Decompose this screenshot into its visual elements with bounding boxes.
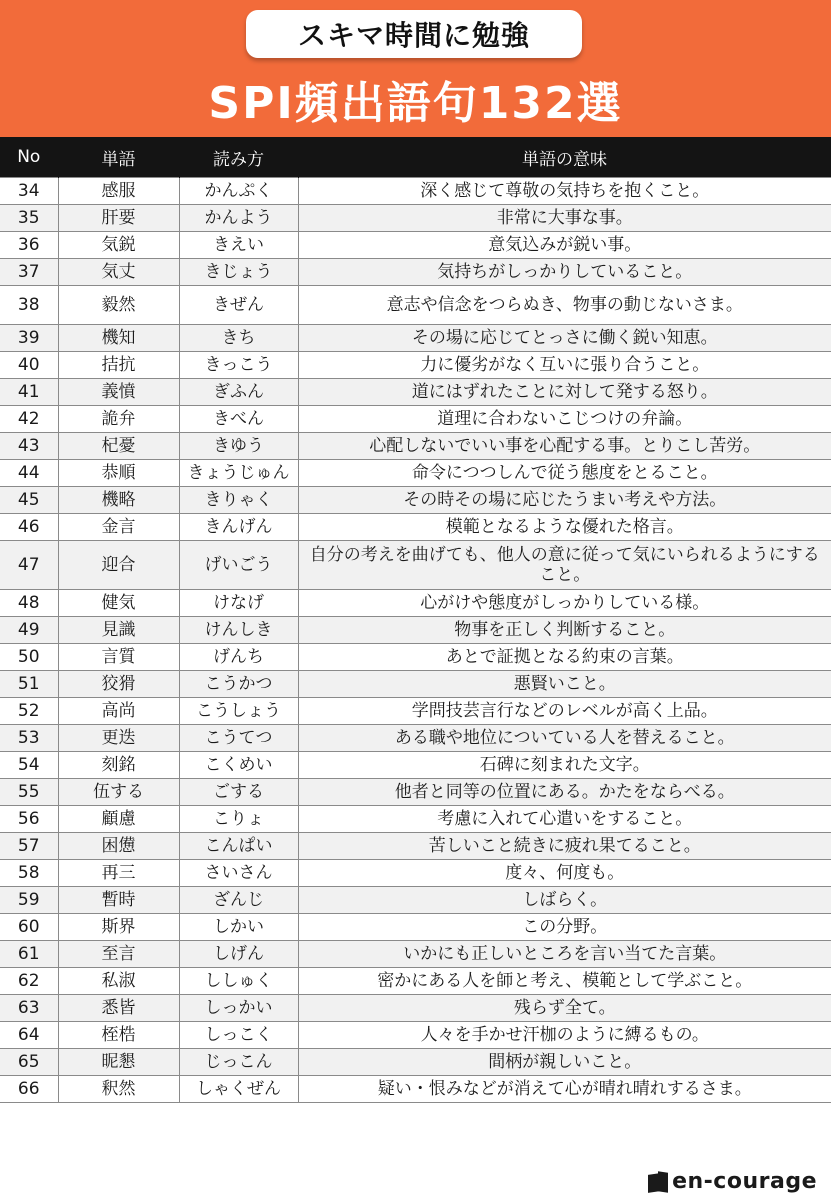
row-word: 伍する xyxy=(58,779,179,806)
table-row xyxy=(0,725,831,752)
table-row xyxy=(0,232,831,259)
row-reading: かんよう xyxy=(179,205,298,232)
row-number: 63 xyxy=(0,995,58,1022)
row-number: 40 xyxy=(0,352,58,379)
column-header-word: 単語 xyxy=(58,137,179,178)
row-number: 53 xyxy=(0,725,58,752)
row-meaning: 道理に合わないこじつけの弁論。 xyxy=(298,406,831,433)
row-reading: ししゅく xyxy=(179,968,298,995)
row-reading: こんぱい xyxy=(179,833,298,860)
row-number: 50 xyxy=(0,644,58,671)
row-meaning: 他者と同等の位置にある。かたをならべる。 xyxy=(298,779,831,806)
row-number: 34 xyxy=(0,178,58,205)
column-header-reading: 読み方 xyxy=(179,137,298,178)
table-row xyxy=(0,259,831,286)
row-number: 47 xyxy=(0,541,58,590)
row-reading: しっこく xyxy=(179,1022,298,1049)
brand-name: en-courage xyxy=(672,1169,817,1194)
column-header-no: No xyxy=(0,137,58,178)
row-word: 金言 xyxy=(58,514,179,541)
row-word: 更迭 xyxy=(58,725,179,752)
row-reading: きえい xyxy=(179,232,298,259)
row-reading: きち xyxy=(179,325,298,352)
row-meaning: 力に優劣がなく互いに張り合うこと。 xyxy=(298,352,831,379)
row-number: 35 xyxy=(0,205,58,232)
row-meaning: 物事を正しく判断すること。 xyxy=(298,617,831,644)
row-word: 刻銘 xyxy=(58,752,179,779)
row-number: 42 xyxy=(0,406,58,433)
row-meaning: 道にはずれたことに対して発する怒り。 xyxy=(298,379,831,406)
row-word: 高尚 xyxy=(58,698,179,725)
vocabulary-table xyxy=(0,137,831,1103)
row-number: 56 xyxy=(0,806,58,833)
table-row xyxy=(0,671,831,698)
table-row xyxy=(0,698,831,725)
row-meaning: 人々を手かせ汗枷のように縛るもの。 xyxy=(298,1022,831,1049)
brand-logo xyxy=(648,1169,817,1194)
table-row xyxy=(0,352,831,379)
row-reading: こくめい xyxy=(179,752,298,779)
row-word: 至言 xyxy=(58,941,179,968)
row-meaning: 気持ちがしっかりしていること。 xyxy=(298,259,831,286)
row-word: 拮抗 xyxy=(58,352,179,379)
row-word: 義憤 xyxy=(58,379,179,406)
row-word: 機知 xyxy=(58,325,179,352)
row-meaning: 深く感じて尊敬の気持ちを抱くこと。 xyxy=(298,178,831,205)
row-word: 斯界 xyxy=(58,914,179,941)
row-reading: しかい xyxy=(179,914,298,941)
row-number: 49 xyxy=(0,617,58,644)
row-number: 38 xyxy=(0,286,58,325)
row-meaning: 考慮に入れて心遣いをすること。 xyxy=(298,806,831,833)
row-word: 見識 xyxy=(58,617,179,644)
row-number: 46 xyxy=(0,514,58,541)
row-reading: きょうじゅん xyxy=(179,460,298,487)
row-number: 57 xyxy=(0,833,58,860)
table-row xyxy=(0,968,831,995)
table-row xyxy=(0,644,831,671)
table-row xyxy=(0,941,831,968)
column-header-meaning: 単語の意味 xyxy=(298,137,831,178)
table-row xyxy=(0,779,831,806)
table-row xyxy=(0,286,831,325)
en-courage-logo-icon xyxy=(648,1172,668,1192)
row-word: 言質 xyxy=(58,644,179,671)
row-reading: げんち xyxy=(179,644,298,671)
table-row xyxy=(0,541,831,590)
row-reading: きゆう xyxy=(179,433,298,460)
table-row xyxy=(0,514,831,541)
table-row xyxy=(0,1076,831,1103)
row-word: 再三 xyxy=(58,860,179,887)
row-reading: きんげん xyxy=(179,514,298,541)
row-meaning: この分野。 xyxy=(298,914,831,941)
row-reading: きぜん xyxy=(179,286,298,325)
row-word: 釈然 xyxy=(58,1076,179,1103)
row-word: 杞憂 xyxy=(58,433,179,460)
page-title: SPI頻出語句132選 xyxy=(208,78,623,129)
row-word: 顧慮 xyxy=(58,806,179,833)
row-number: 65 xyxy=(0,1049,58,1076)
row-number: 43 xyxy=(0,433,58,460)
row-meaning: 残らず全て。 xyxy=(298,995,831,1022)
row-reading: きじょう xyxy=(179,259,298,286)
row-number: 55 xyxy=(0,779,58,806)
table-row xyxy=(0,1049,831,1076)
row-reading: げいごう xyxy=(179,541,298,590)
row-number: 45 xyxy=(0,487,58,514)
row-number: 48 xyxy=(0,590,58,617)
row-reading: じっこん xyxy=(179,1049,298,1076)
table-row xyxy=(0,460,831,487)
row-number: 54 xyxy=(0,752,58,779)
row-reading: こりょ xyxy=(179,806,298,833)
row-number: 66 xyxy=(0,1076,58,1103)
row-reading: きりゃく xyxy=(179,487,298,514)
row-word: 困憊 xyxy=(58,833,179,860)
row-word: 悉皆 xyxy=(58,995,179,1022)
row-meaning: 模範となるような優れた格言。 xyxy=(298,514,831,541)
row-word: 気鋭 xyxy=(58,232,179,259)
row-word: 健気 xyxy=(58,590,179,617)
table-row xyxy=(0,806,831,833)
table-row xyxy=(0,178,831,205)
row-meaning: 石碑に刻まれた文字。 xyxy=(298,752,831,779)
table-row xyxy=(0,617,831,644)
row-word: 私淑 xyxy=(58,968,179,995)
row-word: 感服 xyxy=(58,178,179,205)
row-word: 迎合 xyxy=(58,541,179,590)
row-number: 39 xyxy=(0,325,58,352)
row-meaning: 意気込みが鋭い事。 xyxy=(298,232,831,259)
row-reading: きっこう xyxy=(179,352,298,379)
row-reading: きべん xyxy=(179,406,298,433)
table-row xyxy=(0,205,831,232)
row-reading: ぎふん xyxy=(179,379,298,406)
row-word: 狡猾 xyxy=(58,671,179,698)
row-reading: けんしき xyxy=(179,617,298,644)
row-word: 桎梏 xyxy=(58,1022,179,1049)
table-row xyxy=(0,325,831,352)
row-reading: こうかつ xyxy=(179,671,298,698)
row-meaning: 非常に大事な事。 xyxy=(298,205,831,232)
row-number: 51 xyxy=(0,671,58,698)
row-reading: さいさん xyxy=(179,860,298,887)
row-meaning: 自分の考えを曲げても、他人の意に従って気にいられるようにすること。 xyxy=(298,541,831,590)
table-row xyxy=(0,406,831,433)
table-header-row xyxy=(0,137,831,178)
row-reading: ざんじ xyxy=(179,887,298,914)
table-row xyxy=(0,487,831,514)
row-meaning: 心配しないでいい事を心配する事。とりこし苦労。 xyxy=(298,433,831,460)
row-number: 61 xyxy=(0,941,58,968)
row-meaning: その時その場に応じたうまい考えや方法。 xyxy=(298,487,831,514)
row-meaning: 学問技芸言行などのレベルが高く上品。 xyxy=(298,698,831,725)
table-row xyxy=(0,1022,831,1049)
row-reading: しげん xyxy=(179,941,298,968)
row-number: 41 xyxy=(0,379,58,406)
row-reading: ごする xyxy=(179,779,298,806)
row-number: 58 xyxy=(0,860,58,887)
row-word: 毅然 xyxy=(58,286,179,325)
row-word: 肝要 xyxy=(58,205,179,232)
row-word: 暫時 xyxy=(58,887,179,914)
table-row xyxy=(0,995,831,1022)
row-meaning: あとで証拠となる約束の言葉。 xyxy=(298,644,831,671)
subtitle-pill: スキマ時間に勉強 xyxy=(246,10,582,58)
row-word: 詭弁 xyxy=(58,406,179,433)
row-number: 60 xyxy=(0,914,58,941)
table-row xyxy=(0,590,831,617)
row-meaning: 疑い・恨みなどが消えて心が晴れ晴れするさま。 xyxy=(298,1076,831,1103)
table-row xyxy=(0,914,831,941)
row-reading: しっかい xyxy=(179,995,298,1022)
row-meaning: 苦しいこと続きに疲れ果てること。 xyxy=(298,833,831,860)
table-row xyxy=(0,833,831,860)
row-reading: かんぷく xyxy=(179,178,298,205)
row-meaning: 密かにある人を師と考え、模範として学ぶこと。 xyxy=(298,968,831,995)
row-number: 62 xyxy=(0,968,58,995)
row-meaning: 間柄が親しいこと。 xyxy=(298,1049,831,1076)
row-number: 59 xyxy=(0,887,58,914)
row-meaning: その場に応じてとっさに働く鋭い知恵。 xyxy=(298,325,831,352)
row-word: 気丈 xyxy=(58,259,179,286)
row-meaning: しばらく。 xyxy=(298,887,831,914)
row-meaning: 悪賢いこと。 xyxy=(298,671,831,698)
row-meaning: 度々、何度も。 xyxy=(298,860,831,887)
table-row xyxy=(0,887,831,914)
row-number: 44 xyxy=(0,460,58,487)
row-number: 64 xyxy=(0,1022,58,1049)
row-number: 37 xyxy=(0,259,58,286)
row-reading: けなげ xyxy=(179,590,298,617)
row-meaning: 意志や信念をつらぬき、物事の動じないさま。 xyxy=(298,286,831,325)
row-meaning: 命令につつしんで従う態度をとること。 xyxy=(298,460,831,487)
row-reading: しゃくぜん xyxy=(179,1076,298,1103)
row-word: 恭順 xyxy=(58,460,179,487)
row-number: 52 xyxy=(0,698,58,725)
table-row xyxy=(0,379,831,406)
row-meaning: いかにも正しいところを言い当てた言葉。 xyxy=(298,941,831,968)
row-reading: こうしょう xyxy=(179,698,298,725)
header-banner xyxy=(0,0,831,137)
table-row xyxy=(0,860,831,887)
table-row xyxy=(0,433,831,460)
row-reading: こうてつ xyxy=(179,725,298,752)
row-meaning: 心がけや態度がしっかりしている様。 xyxy=(298,590,831,617)
row-number: 36 xyxy=(0,232,58,259)
table-row xyxy=(0,752,831,779)
table-body xyxy=(0,178,831,1103)
row-word: 機略 xyxy=(58,487,179,514)
row-word: 昵懇 xyxy=(58,1049,179,1076)
row-meaning: ある職や地位についている人を替えること。 xyxy=(298,725,831,752)
